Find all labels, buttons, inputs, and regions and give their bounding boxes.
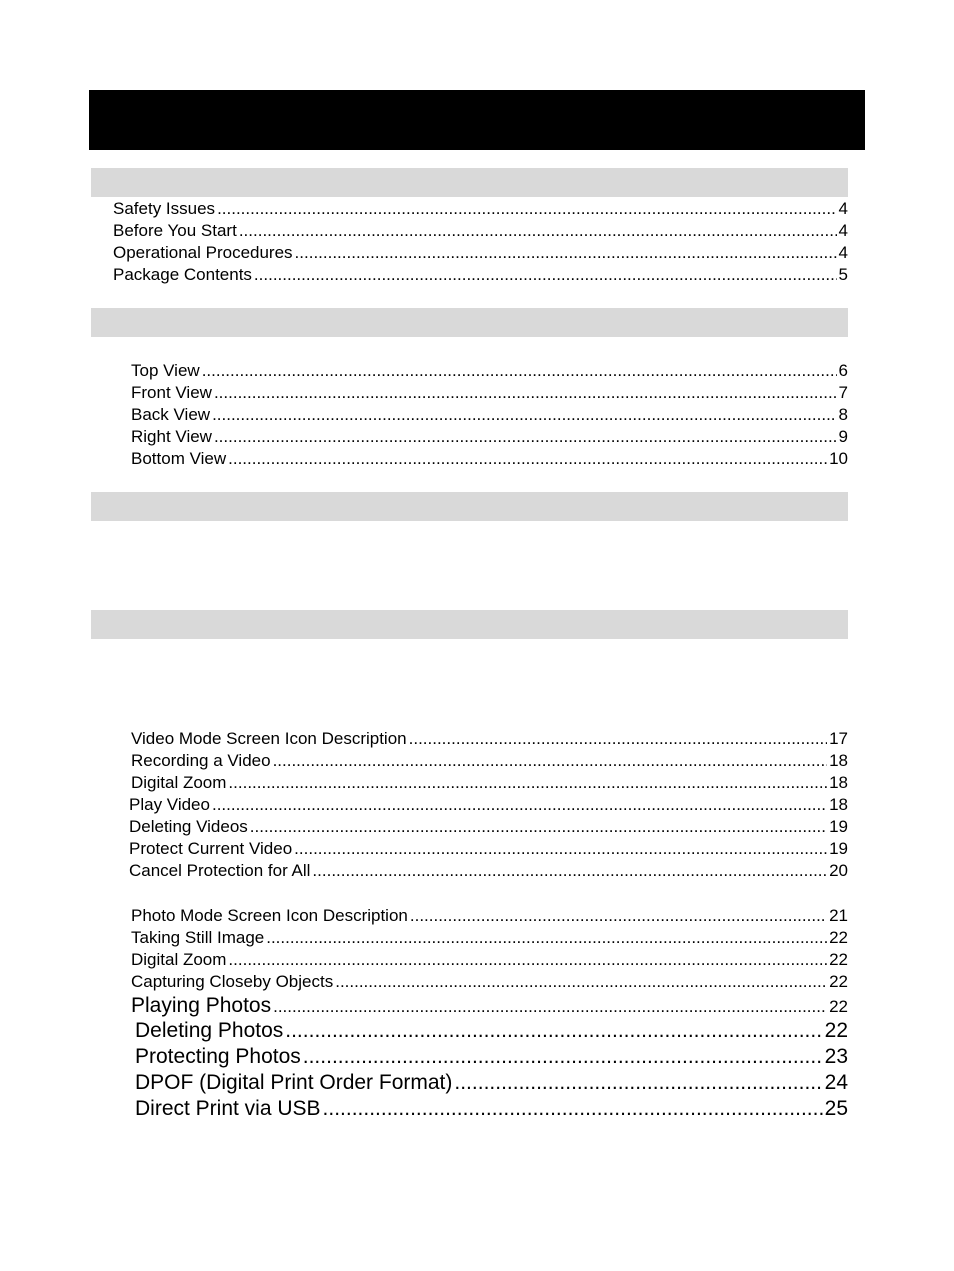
toc-entry[interactable] [135,1096,848,1122]
toc-entry[interactable] [131,993,848,1019]
dot-leader [212,794,827,816]
dot-leader [295,242,837,264]
toc-entry[interactable] [113,198,848,220]
toc-list-section-2 [131,360,848,470]
toc-entry-label: Playing Photos [131,994,272,1017]
dot-leader [323,1096,823,1122]
dot-leader [228,448,827,470]
toc-entry-label: Top View [131,361,200,380]
toc-entry[interactable] [113,264,848,286]
dot-leader [273,994,827,1019]
dot-leader [212,404,836,426]
toc-entry-label: Direct Print via USB [135,1097,321,1120]
toc-entry[interactable] [131,728,848,750]
toc-entry-page: 22 [824,1019,848,1042]
toc-entry[interactable] [129,860,848,882]
toc-list-photo [131,905,848,1019]
dot-leader [250,816,827,838]
toc-entry[interactable] [131,927,848,949]
toc-entry[interactable] [131,772,848,794]
toc-entry-page: 4 [838,243,848,262]
toc-entry-label: Capturing Closeby Objects [131,972,334,991]
toc-entry-label: Digital Zoom [131,773,227,792]
toc-entry[interactable] [129,794,848,816]
toc-entry-label: Cancel Protection for All [129,861,311,880]
toc-entry-label: Play Video [129,795,210,814]
section-header-4 [91,610,848,639]
dot-leader [214,426,837,448]
toc-entry-label: Protect Current Video [129,839,293,858]
dot-leader [228,772,827,794]
dot-leader [239,220,837,242]
toc-entry[interactable] [113,220,848,242]
toc-entry-label: Package Contents [113,265,252,284]
toc-entry-page: 22 [829,972,848,991]
toc-entry-page: 9 [838,427,848,446]
toc-entry-page: 22 [829,928,848,947]
toc-entry-label: Before You Start [113,221,237,240]
toc-entry[interactable] [113,242,848,264]
toc-entry-page: 17 [829,729,848,748]
toc-entry[interactable] [131,360,848,382]
toc-entry[interactable] [131,971,848,993]
toc-entry[interactable] [135,1018,848,1044]
toc-entry[interactable] [131,404,848,426]
dot-leader [454,1070,822,1096]
dot-leader [409,728,827,750]
dot-leader [303,1044,823,1070]
dot-leader [254,264,837,286]
toc-entry-page: 7 [838,383,848,402]
toc-entry-label: Digital Zoom [131,950,227,969]
toc-entry-page: 24 [824,1071,848,1094]
toc-entry-page: 21 [829,906,848,925]
section-header-2 [91,308,848,337]
toc-entry[interactable] [131,382,848,404]
toc-entry-label: Recording a Video [131,751,271,770]
toc-entry-label: Photo Mode Screen Icon Description [131,906,408,925]
dot-leader [266,927,827,949]
toc-entry-page: 18 [829,795,848,814]
dot-leader [410,905,827,927]
toc-entry[interactable] [131,905,848,927]
toc-entry[interactable] [135,1044,848,1070]
toc-entry[interactable] [129,838,848,860]
toc-entry-label: Taking Still Image [131,928,265,947]
toc-entry-label: Deleting Photos [135,1019,284,1042]
dot-leader [312,860,827,882]
toc-entry-label: Front View [131,383,212,402]
section-header-1 [91,168,848,197]
toc-entry[interactable] [135,1070,848,1096]
dot-leader [335,971,827,993]
toc-entry[interactable] [131,750,848,772]
section-header-3 [91,492,848,521]
dot-leader [294,838,827,860]
toc-list-section-1 [113,198,848,286]
toc-entry-page: 8 [838,405,848,424]
toc-entry-label: Safety Issues [113,199,216,218]
toc-entry[interactable] [129,816,848,838]
toc-entry-page: 4 [838,221,848,240]
dot-leader [228,949,827,971]
toc-entry-page: 18 [829,773,848,792]
toc-entry-page: 20 [829,861,848,880]
toc-entry-label: Deleting Videos [129,817,248,836]
toc-entry-label: Back View [131,405,211,424]
toc-entry-page: 22 [829,997,848,1016]
dot-leader [273,750,828,772]
toc-entry[interactable] [131,448,848,470]
toc-entry-page: 22 [829,950,848,969]
toc-entry-page: 18 [829,751,848,770]
toc-list-video [131,728,848,882]
toc-entry-label: Video Mode Screen Icon Description [131,729,407,748]
toc-entry-label: Right View [131,427,212,446]
toc-entry-label: Operational Procedures [113,243,293,262]
dot-leader [202,360,837,382]
toc-list-large [135,1018,848,1122]
toc-entry[interactable] [131,426,848,448]
toc-entry-page: 19 [829,817,848,836]
toc-title-bar [89,90,865,150]
toc-entry-label: Protecting Photos [135,1045,301,1068]
dot-leader [285,1018,822,1044]
toc-entry-page: 5 [838,265,848,284]
toc-entry-page: 4 [838,199,848,218]
toc-entry-page: 19 [829,839,848,858]
toc-entry-label: Bottom View [131,449,227,468]
toc-entry-page: 10 [829,449,848,468]
toc-entry[interactable] [131,949,848,971]
toc-entry-page: 25 [824,1097,848,1120]
dot-leader [214,382,837,404]
toc-entry-page: 23 [824,1045,848,1068]
dot-leader [217,198,836,220]
toc-entry-page: 6 [838,361,848,380]
toc-entry-label: DPOF (Digital Print Order Format) [135,1071,453,1094]
